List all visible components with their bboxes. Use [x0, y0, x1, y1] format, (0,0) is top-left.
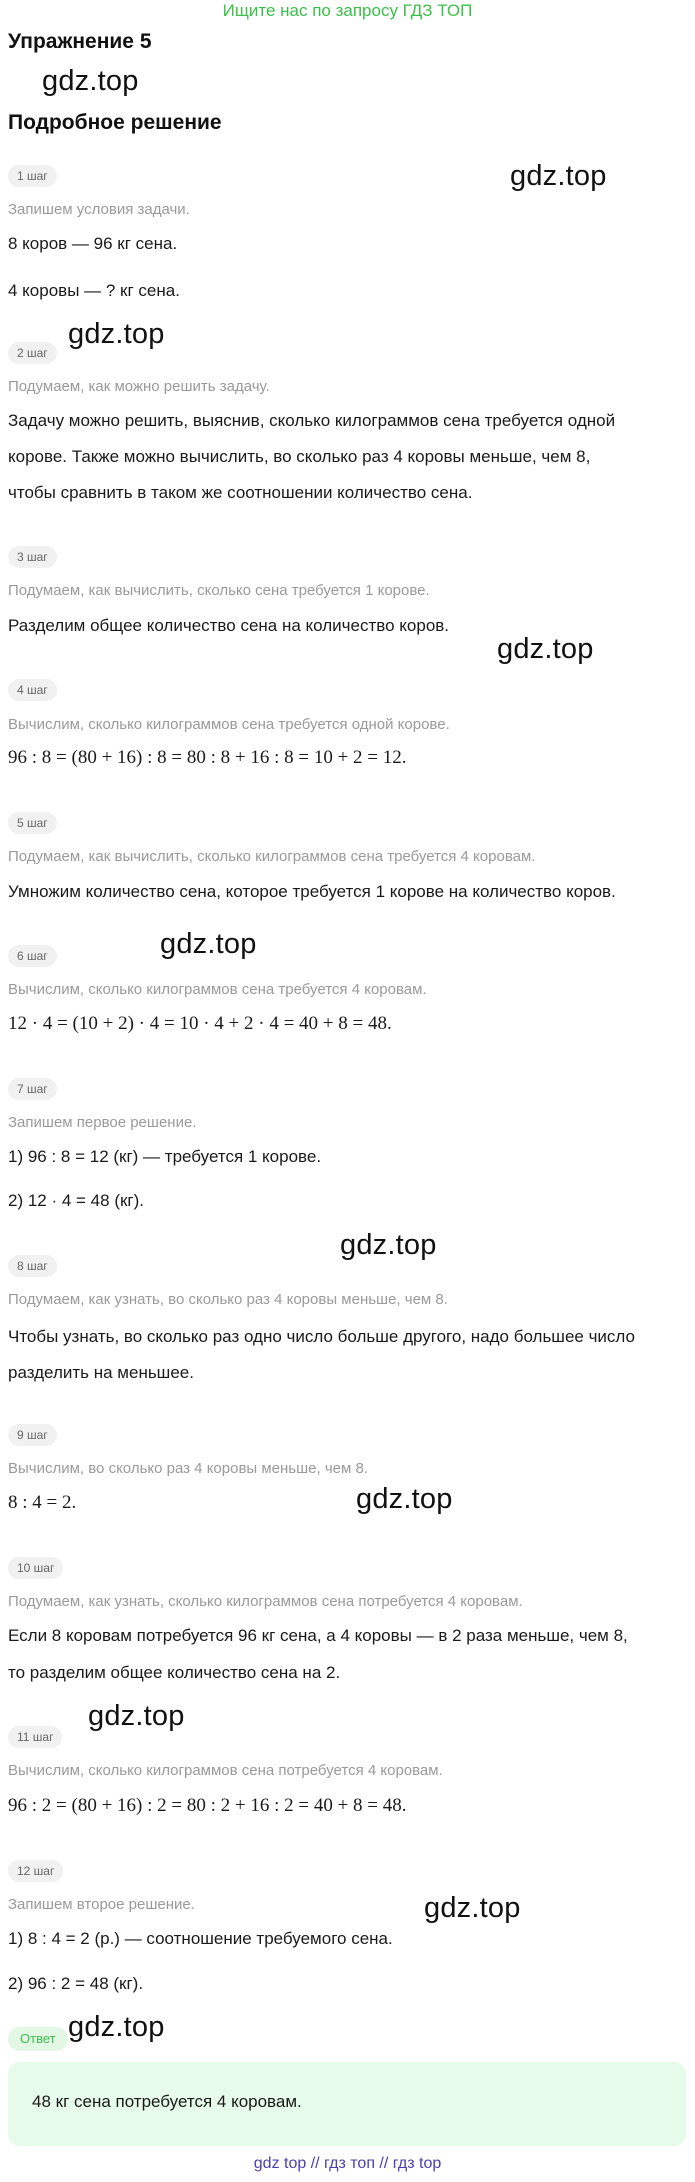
exercise-title: Упражнение 5 [8, 30, 152, 53]
step-hint: Запишем условия задачи. [8, 201, 190, 218]
watermark: gdz.top [340, 1229, 437, 1261]
watermark: gdz.top [497, 633, 594, 665]
step-text: 2) 12 · 4 = 48 (кг). [8, 1191, 144, 1210]
watermark: gdz.top [356, 1483, 453, 1515]
step-text: Задачу можно решить, выяснив, сколько килограммов сена требуется одной [8, 411, 616, 430]
step-text: Если 8 коровам потребуется 96 кг сена, а 4 коровы — в 2 раза меньше, чем 8, [8, 1626, 628, 1645]
step-text: чтобы сравнить в таком же соотношении количество сена. [8, 483, 473, 502]
step-hint: Запишем первое решение. [8, 1114, 197, 1131]
watermark: gdz.top [510, 160, 607, 192]
watermark: gdz.top [42, 65, 139, 97]
step-text: Чтобы узнать, во сколько раз одно число больше другого, надо большее число [8, 1327, 635, 1346]
step-badge: 3 шаг [8, 546, 57, 568]
math-expression: 96 : 8 = (80 + 16) : 8 = 80 : 8 + 16 : 8 = 10 + 2 = 12. [8, 747, 407, 768]
watermark: gdz.top [68, 2011, 165, 2043]
step-text: 8 коров — 96 кг сена. [8, 234, 178, 253]
step-hint: Подумаем, как можно решить задачу. [8, 378, 270, 395]
footer-links[interactable]: gdz top // гдз топ // гдз top [253, 2155, 442, 2172]
step-badge: 5 шаг [8, 812, 57, 834]
step-badge: 8 шаг [8, 1255, 57, 1277]
step-hint: Вычислим, сколько килограммов сена потребуется 4 коровам. [8, 1762, 443, 1779]
step-hint: Запишем второе решение. [8, 1896, 195, 1913]
watermark: gdz.top [160, 928, 257, 960]
watermark: gdz.top [68, 318, 165, 350]
solution-heading: Подробное решение [8, 111, 222, 134]
step-hint: Подумаем, как узнать, во сколько раз 4 коровы меньше, чем 8. [8, 1291, 448, 1308]
top-search-link[interactable]: Ищите нас по запросу ГДЗ ТОП [222, 1, 473, 20]
step-badge: 2 шаг [8, 342, 57, 364]
step-text: Умножим количество сена, которое требуется 1 корове на количество коров. [8, 882, 616, 901]
step-badge: 7 шаг [8, 1078, 57, 1100]
step-hint: Подумаем, как вычислить, сколько сена требуется 1 корове. [8, 582, 430, 599]
step-text: 2) 96 : 2 = 48 (кг). [8, 1974, 144, 1993]
step-text: то разделим общее количество сена на 2. [8, 1663, 341, 1682]
step-text: 1) 96 : 8 = 12 (кг) — требуется 1 корове. [8, 1147, 322, 1166]
step-text: корове. Также можно вычислить, во сколько раз 4 коровы меньше, чем 8, [8, 447, 591, 466]
step-text: 1) 8 : 4 = 2 (р.) — соотношение требуемого сена. [8, 1929, 393, 1948]
watermark: gdz.top [88, 1700, 185, 1732]
step-badge: 12 шаг [8, 1860, 63, 1882]
step-badge: 9 шаг [8, 1424, 57, 1446]
answer-badge: Ответ [8, 2027, 68, 2051]
step-badge: 1 шаг [8, 165, 57, 187]
step-text: 4 коровы — ? кг сена. [8, 281, 180, 300]
math-expression: 8 : 4 = 2. [8, 1492, 77, 1513]
step-hint: Вычислим, во сколько раз 4 коровы меньше, чем 8. [8, 1460, 368, 1477]
step-badge: 6 шаг [8, 945, 57, 967]
step-hint: Вычислим, сколько килограммов сена требуется 4 коровам. [8, 981, 427, 998]
step-hint: Подумаем, как узнать, сколько килограммов сена потребуется 4 коровам. [8, 1593, 523, 1610]
step-hint: Вычислим, сколько килограммов сена требуется одной корове. [8, 716, 450, 733]
math-expression: 12 · 4 = (10 + 2) · 4 = 10 · 4 + 2 · 4 = 40 + 8 = 48. [8, 1013, 392, 1034]
step-badge: 11 шаг [8, 1726, 62, 1748]
step-text: разделить на меньшее. [8, 1363, 194, 1382]
step-text: Разделим общее количество сена на количество коров. [8, 616, 450, 635]
step-hint: Подумаем, как вычислить, сколько килограммов сена требуется 4 коровам. [8, 848, 536, 865]
math-expression: 96 : 2 = (80 + 16) : 2 = 80 : 2 + 16 : 2 = 40 + 8 = 48. [8, 1795, 407, 1816]
answer-text: 48 кг сена потребуется 4 коровам. [32, 2092, 302, 2111]
step-badge: 10 шаг [8, 1557, 63, 1579]
watermark: gdz.top [424, 1892, 521, 1924]
step-badge: 4 шаг [8, 679, 57, 701]
